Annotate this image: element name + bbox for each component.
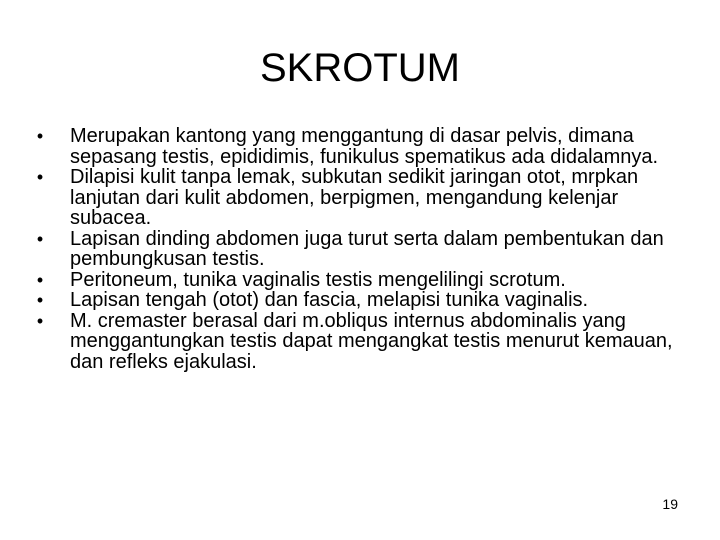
bullet-text: Lapisan tengah (otot) dan fascia, melapisi tunika vaginalis. bbox=[70, 289, 589, 311]
bullet-text: Peritoneum, tunika vaginalis testis mengelilingi scrotum. bbox=[70, 268, 566, 291]
bullet-icon: • bbox=[36, 269, 44, 290]
bullet-icon: • bbox=[36, 290, 44, 310]
bullet-text: Dilapisi kulit tanpa lemak, subkutan sedikit jaringan otot, mrpkan lanjutan dari kulit abdomen, berpigmen, mengandung kelenjar subacea. bbox=[70, 166, 639, 229]
bullet-icon: • bbox=[36, 310, 44, 331]
bullet-item bbox=[30, 126, 690, 167]
bullet-text: Merupakan kantong yang menggantung di dasar pelvis, dimana sepasang testis, epididimis, funikulus spematikus ada didalamnya. bbox=[70, 125, 659, 168]
bullet-icon: • bbox=[36, 126, 44, 146]
bullet-item bbox=[30, 270, 690, 291]
bullet-list bbox=[30, 126, 690, 372]
bullet-icon: • bbox=[36, 228, 44, 249]
bullet-item bbox=[30, 229, 690, 270]
bullet-text: Lapisan dinding abdomen juga turut serta dalam pembentukan dan pembungkusan testis. bbox=[70, 227, 664, 270]
bullet-text: M. cremaster berasal dari m.obliqus internus abdominalis yang menggantungkan testis dapat mengangkat testis menurut kemauan, dan refleks ejakulasi. bbox=[70, 309, 673, 373]
page-number: 19 bbox=[662, 496, 678, 512]
bullet-item bbox=[30, 311, 690, 373]
bullet-icon: • bbox=[36, 167, 44, 187]
bullet-item bbox=[30, 167, 690, 229]
bullet-item bbox=[30, 290, 690, 311]
slide-title: SKROTUM bbox=[260, 46, 460, 90]
